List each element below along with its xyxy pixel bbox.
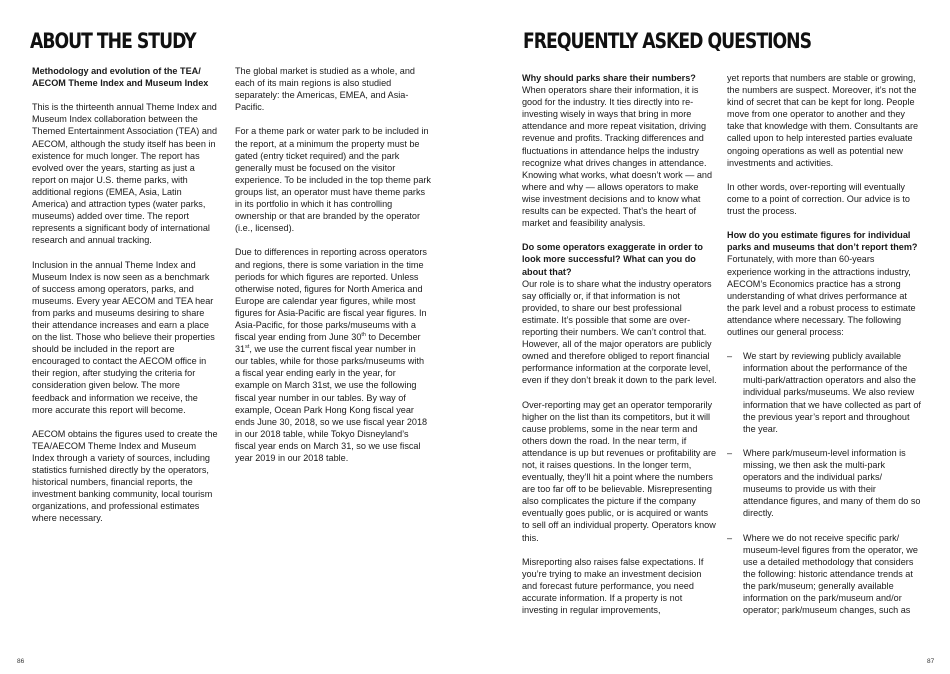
paragraph: This is the thirteenth annual Theme Index and Museum Index collaboration between the Themed Entertainment Association (TEA) and AECOM, although the study itself has been in existence for much longer. The report has evolved over the years, starting as just a report on major U.S. theme parks, with additional regions (EMEA, Asia, Latin America) and attraction types (water parks, museums) added over time. The report represents a significant body of international research and annual tracking.	[32, 102, 217, 246]
faq-column-2	[727, 72, 921, 628]
paragraph: Over-reporting may get an operator temporarily higher on the list than its competitors, but it will cause problems, some in the near term and others down the road. In the near term, if attendance is up but revenues or profitability are not, it raises questions. In the longer term, eventually, they’ll hit a point where the numbers are too far off to be believable. Misrepresenting also complicates the picture if the company eventually goes public, or is acquired or wants to sell off an individual property. Operators know this.	[522, 399, 717, 543]
list-item: – Where park/museum-level information is missing, we then ask the multi-park operators and the individual parks/ museums to provide us with their attendance figures, and many of them do so directly.	[727, 447, 921, 519]
paragraph: Misreporting also raises false expectations. If you’re trying to make an investment decision and forecast future performance, you need accurate information. If a property is not investing in regular improvements,	[522, 556, 704, 616]
about-column-1	[32, 65, 218, 537]
answer-text: When operators share their information, it is good for the industry. It ties directly into re-investing wisely in ways that bring in more attendance and more repeat visitation, driving revenue and profits. Tracking differences and fluctuations in attendance helps the industry recognize what drives changes in attendance. Knowing what works, what doesn’t work — and where and why — allows operators to make wise investment decisions and to know what results can be expected. That’s the heart of market and feasibility analysis.	[522, 85, 713, 229]
paragraph: Inclusion in the annual Theme Index and Museum Index is now seen as a benchmark of success among operators, parks, and museums. Every year AECOM and TEA hear from parks and museums desiring to share their attendance increases and earn a place on the list. Those who believe their properties should be included in the report are encouraged to contact the AECOM office in their region, after studying the criteria for consideration given below. The more feedback and information we receive, the more accurate this report will become.	[32, 259, 215, 415]
paragraph: In other words, over-reporting will eventually come to a point of correction. Our advice is to trust the process.	[727, 181, 910, 217]
right-page	[475, 0, 950, 674]
paragraph: yet reports that numbers are stable or growing, the numbers are suspect. Moreover, it’s not the kind of secret that can be kept for long. People move from one operator to another and they take that knowledge with them. Consultants are called upon to help interested parties evaluate ongoing operations as well as potential new investments and activities.	[727, 73, 919, 168]
question-heading: How do you estimate figures for individual parks and museums that don’t report them?	[727, 230, 918, 253]
paragraph: AECOM obtains the figures used to create the TEA/AECOM Theme Index and Museum Index through a variety of sources, including statistics furnished directly by the operators, historical numbers, financial reports, the investment banking community, local tourism organizations, and professional estimates where necessary.	[32, 428, 218, 524]
methodology-heading: Methodology and evolution of the TEA/ AECOM Theme Index and Museum Index	[32, 66, 209, 89]
about-column-2	[235, 65, 431, 476]
paragraph: For a theme park or water park to be included in the report, at a minimum the property must be gated (entry ticket required) and the park generally must be focused on the visitor experience. To be included in the top theme park groups list, an operator must have theme parks in its portfolio in which it has controlling ownership or that are branded by the operator (i.e., licensed).	[235, 126, 431, 234]
page-number: 87	[927, 658, 935, 665]
question-heading: Do some operators exaggerate in order to look more successful? What can you do about that?	[522, 242, 703, 277]
list-item: – We start by reviewing publicly available information about the performance of the multi-park/attraction operators and also the individual parks/museums. We also review information that we have collected as part of the previous year’s report and throughout the year.	[727, 351, 921, 434]
list-item: – Where we do not receive specific park/ museum-level figures from the operator, we use a detailed methodology that considers the following: historic attendance trends at the park/museum; generally available information on the park/museum and/or operator; park/museum changes, such as	[727, 532, 918, 616]
faq-column-1	[522, 72, 718, 628]
answer-text: Our role is to share what the industry operators say officially or, if that information is not provided, to share our best professional estimate. It’s possible that some are over-reporting their numbers. We can’t control that. However, all of the major operators are publicly owned and therefore obliged to report financial performance information at the corporate level, even if they don’t break it down to the park level.	[522, 278, 717, 386]
paragraph: The global market is studied as a whole, and each of its main regions is also studied separately: the Americas, EMEA, and Asia-Pacific.	[235, 66, 415, 113]
page-title-about-the-study: ABOUT THE STUDY	[30, 29, 196, 53]
page-number: 86	[17, 658, 25, 665]
question-heading: Why should parks share their numbers?	[522, 73, 696, 83]
paragraph-fiscal-year: Due to differences in reporting across operators and regions, there is some variation in the time periods for which figures are reported. Unless otherwise noted, figures for North America and Europe are calendar year figures, while most figures for Asia-Pacific are fiscal year figures. In Asia-Pacific, for those parks/museums with a fiscal year ending from June 30th to December 31st, we use the current fiscal year number in our tables, while for those parks/museums with a fiscal year ending early in the year, for example on March 31st, we use the following fiscal year number in our tables. By way of example, Ocean Park Hong Kong fiscal year ends June 30, 2018, so we use fiscal year 2018 in our 2018 table, while Tokyo Disneyland’s fiscal year ends on March 31, so we use fiscal year 2019 in our 2018 table.	[235, 247, 428, 463]
answer-text: Fortunately, with more than 60-years experience working in the attractions industry, AECOM’s Economics practice has a strong understanding of what drives performance at the park level and a robust process to estimate attendance where necessary. The following outlines our general process:	[727, 254, 916, 337]
page-title-faq: FREQUENTLY ASKED QUESTIONS	[523, 29, 812, 53]
